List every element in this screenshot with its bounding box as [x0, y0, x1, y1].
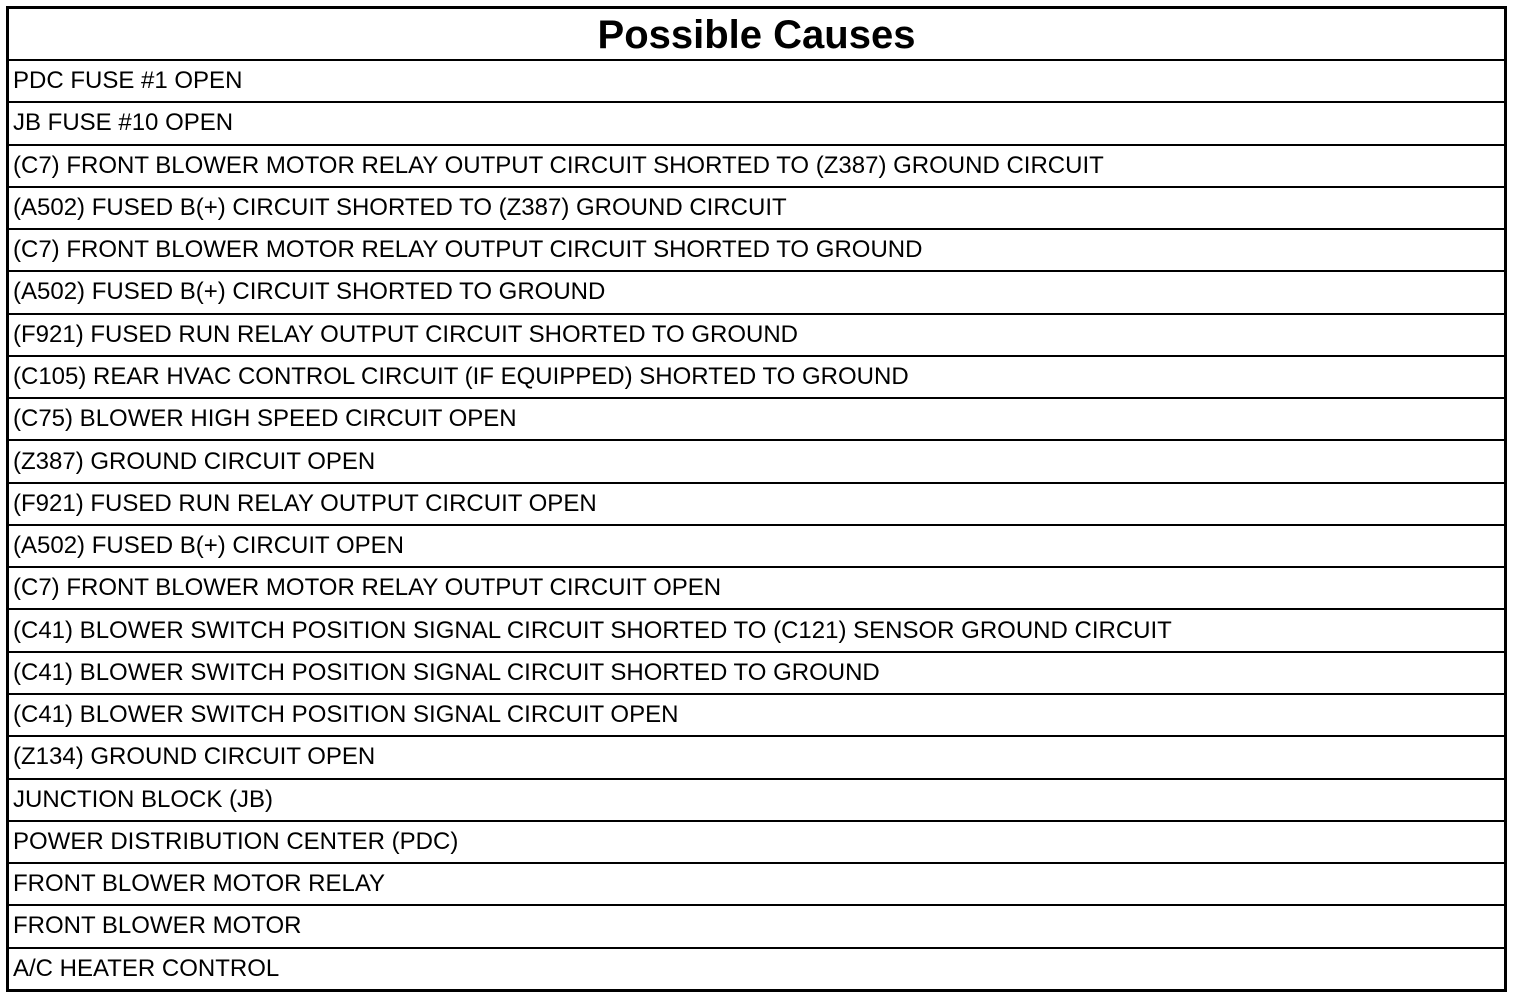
table-row-2: JB FUSE #10 OPEN: [9, 103, 1504, 145]
possible-causes-table: [6, 6, 1507, 992]
table-row-9: (C75) BLOWER HIGH SPEED CIRCUIT OPEN: [9, 399, 1504, 441]
table-title: Possible Causes: [597, 13, 916, 57]
table-row-18: JUNCTION BLOCK (JB): [9, 780, 1504, 822]
table-row-4: (A502) FUSED B(+) CIRCUIT SHORTED TO (Z387) GROUND CIRCUIT: [9, 188, 1504, 230]
table-row-20: FRONT BLOWER MOTOR RELAY: [9, 864, 1504, 906]
table-row-14: (C41) BLOWER SWITCH POSITION SIGNAL CIRCUIT SHORTED TO (C121) SENSOR GROUND CIRCUIT: [9, 610, 1504, 652]
table-row-6: (A502) FUSED B(+) CIRCUIT SHORTED TO GROUND: [9, 272, 1504, 314]
table-row-8: (C105) REAR HVAC CONTROL CIRCUIT (IF EQUIPPED) SHORTED TO GROUND: [9, 357, 1504, 399]
table-row-13: (C7) FRONT BLOWER MOTOR RELAY OUTPUT CIRCUIT OPEN: [9, 568, 1504, 610]
table-row-15: (C41) BLOWER SWITCH POSITION SIGNAL CIRCUIT SHORTED TO GROUND: [9, 653, 1504, 695]
table-row-10: (Z387) GROUND CIRCUIT OPEN: [9, 441, 1504, 483]
table-row-12: (A502) FUSED B(+) CIRCUIT OPEN: [9, 526, 1504, 568]
table-row-3: (C7) FRONT BLOWER MOTOR RELAY OUTPUT CIRCUIT SHORTED TO (Z387) GROUND CIRCUIT: [9, 146, 1504, 188]
table-body: [9, 61, 1504, 989]
table-row-11: (F921) FUSED RUN RELAY OUTPUT CIRCUIT OPEN: [9, 484, 1504, 526]
table-row-22: A/C HEATER CONTROL: [13, 954, 280, 982]
table-row-21: FRONT BLOWER MOTOR: [9, 906, 1504, 948]
table-row-17: (Z134) GROUND CIRCUIT OPEN: [9, 737, 1504, 779]
table-row-5: (C7) FRONT BLOWER MOTOR RELAY OUTPUT CIRCUIT SHORTED TO GROUND: [9, 230, 1504, 272]
table-row-16: (C41) BLOWER SWITCH POSITION SIGNAL CIRCUIT OPEN: [9, 695, 1504, 737]
table-row-19: POWER DISTRIBUTION CENTER (PDC): [9, 822, 1504, 864]
table-row-7: (F921) FUSED RUN RELAY OUTPUT CIRCUIT SHORTED TO GROUND: [9, 315, 1504, 357]
table-row-1: PDC FUSE #1 OPEN: [9, 61, 1504, 103]
table-header: [9, 9, 1504, 61]
